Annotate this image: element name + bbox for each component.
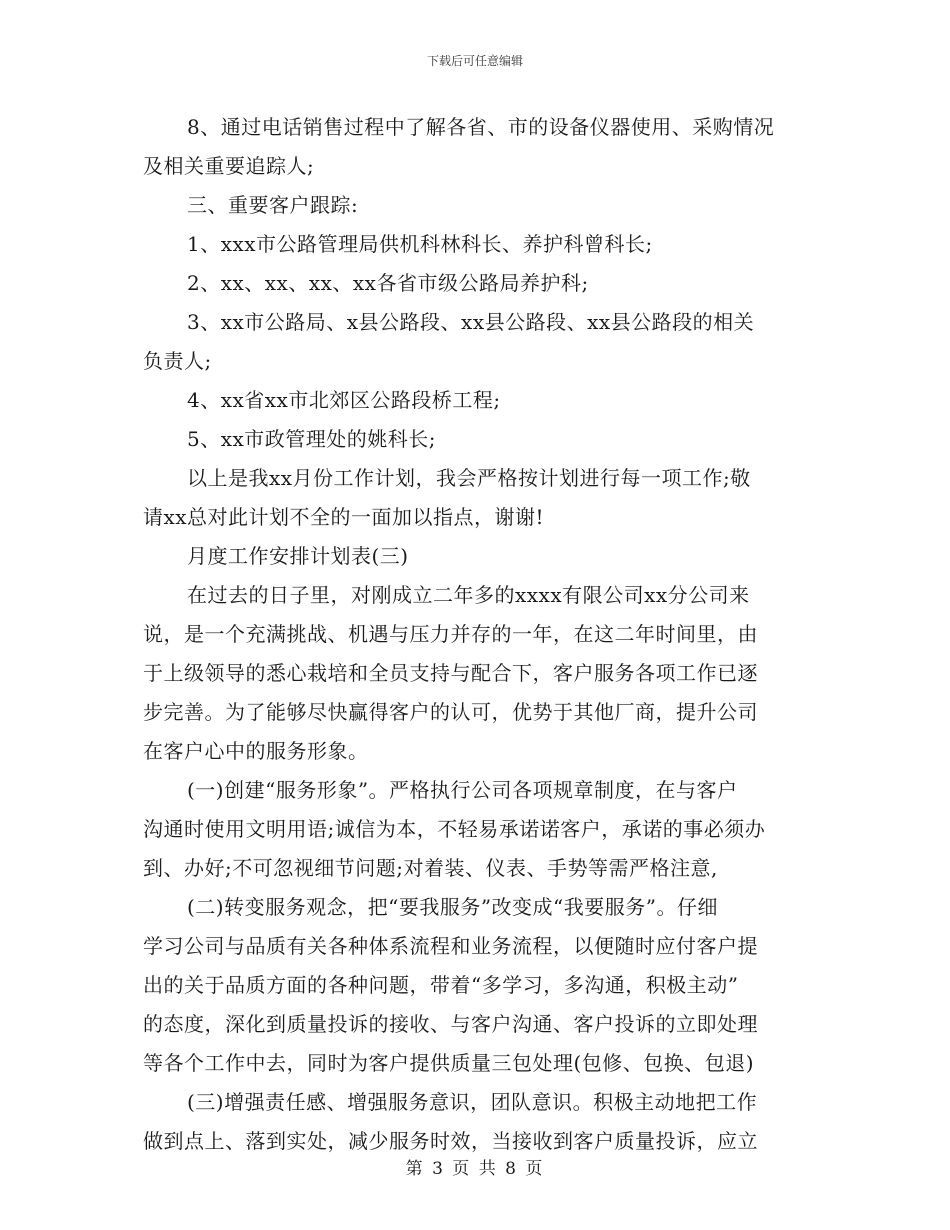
text-line: 8、通过电话销售过程中了解各省、市的设备仪器使用、采购情况	[187, 115, 775, 139]
section-heading: 月度工作安排计划表(三)	[187, 544, 409, 568]
text-line: 4、xx省xx市北郊区公路段桥工程;	[187, 388, 501, 412]
page-header-note: 下载后可任意编辑	[426, 54, 523, 68]
text-line: 1、xxx市公路管理局供机科林科长、养护科曾科长;	[187, 232, 653, 256]
text-line: 于上级领导的悉心栽培和全员支持与配合下，客户服务各项工作已逐	[143, 661, 758, 685]
text-line: 在客户心中的服务形象。	[143, 739, 369, 763]
text-line: (一)创建“服务形象”。严格执行公司各项规章制度，在与客户	[187, 778, 738, 802]
text-line: 等各个工作中去，同时为客户提供质量三包处理(包修、包换、包退)	[143, 1051, 755, 1075]
text-line: 3、xx市公路局、x县公路段、xx县公路段、xx县公路段的相关	[187, 310, 755, 334]
text-line: 出的关于品质方面的各种问题，带着“多学习，多沟通，积极主动”	[143, 973, 739, 997]
text-line: 步完善。为了能够尽快赢得客户的认可，优势于其他厂商，提升公司	[143, 700, 758, 724]
text-line: 以上是我xx月份工作计划，我会严格按计划进行每一项工作;敬	[187, 466, 751, 490]
text-line: 2、xx、xx、xx、xx各省市级公路局养护科;	[187, 271, 589, 295]
text-line: 负责人;	[143, 349, 212, 373]
text-line: 5、xx市政管理处的姚科长;	[187, 427, 437, 451]
text-line: 说，是一个充满挑战、机遇与压力并存的一年，在这二年时间里，由	[143, 622, 758, 646]
text-line: 沟通时使用文明用语;诚信为本，不轻易承诺诺客户，承诺的事必须办	[143, 817, 766, 841]
text-line: 到、办好;不可忽视细节问题;对着装、仪表、手势等需严格注意,	[143, 856, 718, 880]
text-line: (三)增强责任感、增强服务意识，团队意识。积极主动地把工作	[187, 1090, 758, 1114]
text-line: 及相关重要追踪人;	[143, 154, 315, 178]
text-line: 在过去的日子里，对刚成立二年多的xxxx有限公司xx分公司来	[187, 583, 750, 607]
text-line: 学习公司与品质有关各种体系流程和业务流程，以便随时应付客户提	[143, 934, 758, 958]
document-body	[143, 108, 803, 1161]
text-line: 的态度，深化到质量投诉的接收、与客户沟通、客户投诉的立即处理	[143, 1012, 758, 1036]
page-number: 第 3 页 共 8 页	[405, 1159, 545, 1179]
text-line: 请xx总对此计划不全的一面加以指点，谢谢!	[143, 505, 545, 529]
text-line: 做到点上、落到实处，减少服务时效，当接收到客户质量投诉，应立	[143, 1129, 758, 1153]
section-heading: 三、重要客户跟踪:	[187, 193, 359, 217]
text-line: (二)转变服务观念，把“要我服务”改变成“我要服务”。仔细	[187, 895, 719, 919]
